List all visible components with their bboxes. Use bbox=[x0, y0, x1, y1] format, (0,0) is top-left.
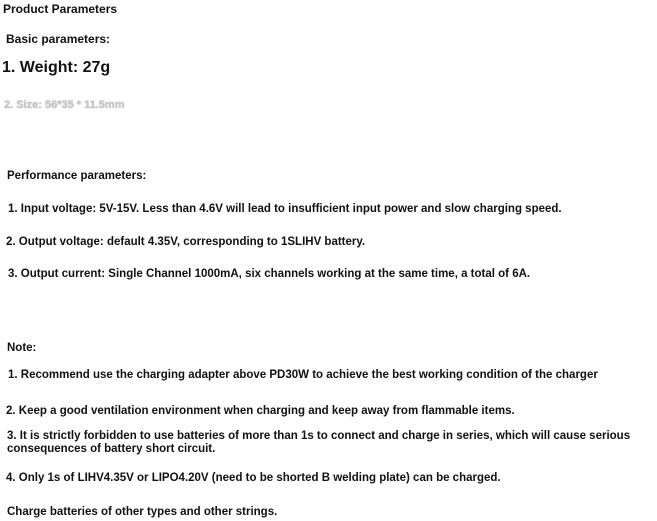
note-heading: Note: bbox=[7, 342, 37, 354]
footer-note: Charge batteries of other types and other strings. bbox=[7, 506, 278, 518]
output-current-parameter: 3. Output current: Single Channel 1000mA, six channels working at the same time, a total of 6A. bbox=[8, 268, 531, 280]
page-title: Product Parameters bbox=[3, 2, 118, 16]
note-item-battery-types: 4. Only 1s of LIHV4.35V or LIPO4.20V (need to be shorted B welding plate) can be charged. bbox=[6, 472, 501, 484]
note-item-series-warning: 3. It is strictly forbidden to use batteries of more than 1s to connect and charge in series, which will cause serious consequences of battery short circuit. bbox=[7, 430, 631, 455]
input-voltage-parameter: 1. Input voltage: 5V-15V. Less than 4.6V will lead to insufficient input power and slow charging speed. bbox=[8, 203, 562, 215]
basic-parameters-heading: Basic parameters: bbox=[6, 32, 111, 46]
output-voltage-parameter: 2. Output voltage: default 4.35V, corresponding to 1SLIHV battery. bbox=[6, 236, 366, 248]
note-item-ventilation: 2. Keep a good ventilation environment when charging and keep away from flammable items. bbox=[6, 405, 515, 417]
weight-parameter: 1. Weight: 27g bbox=[2, 59, 111, 76]
performance-parameters-heading: Performance parameters: bbox=[7, 170, 147, 182]
size-parameter: 2. Size: 56*35 * 11.5mm bbox=[4, 99, 125, 111]
note-item-adapter: 1. Recommend use the charging adapter above PD30W to achieve the best working condition of the charger bbox=[8, 369, 598, 381]
